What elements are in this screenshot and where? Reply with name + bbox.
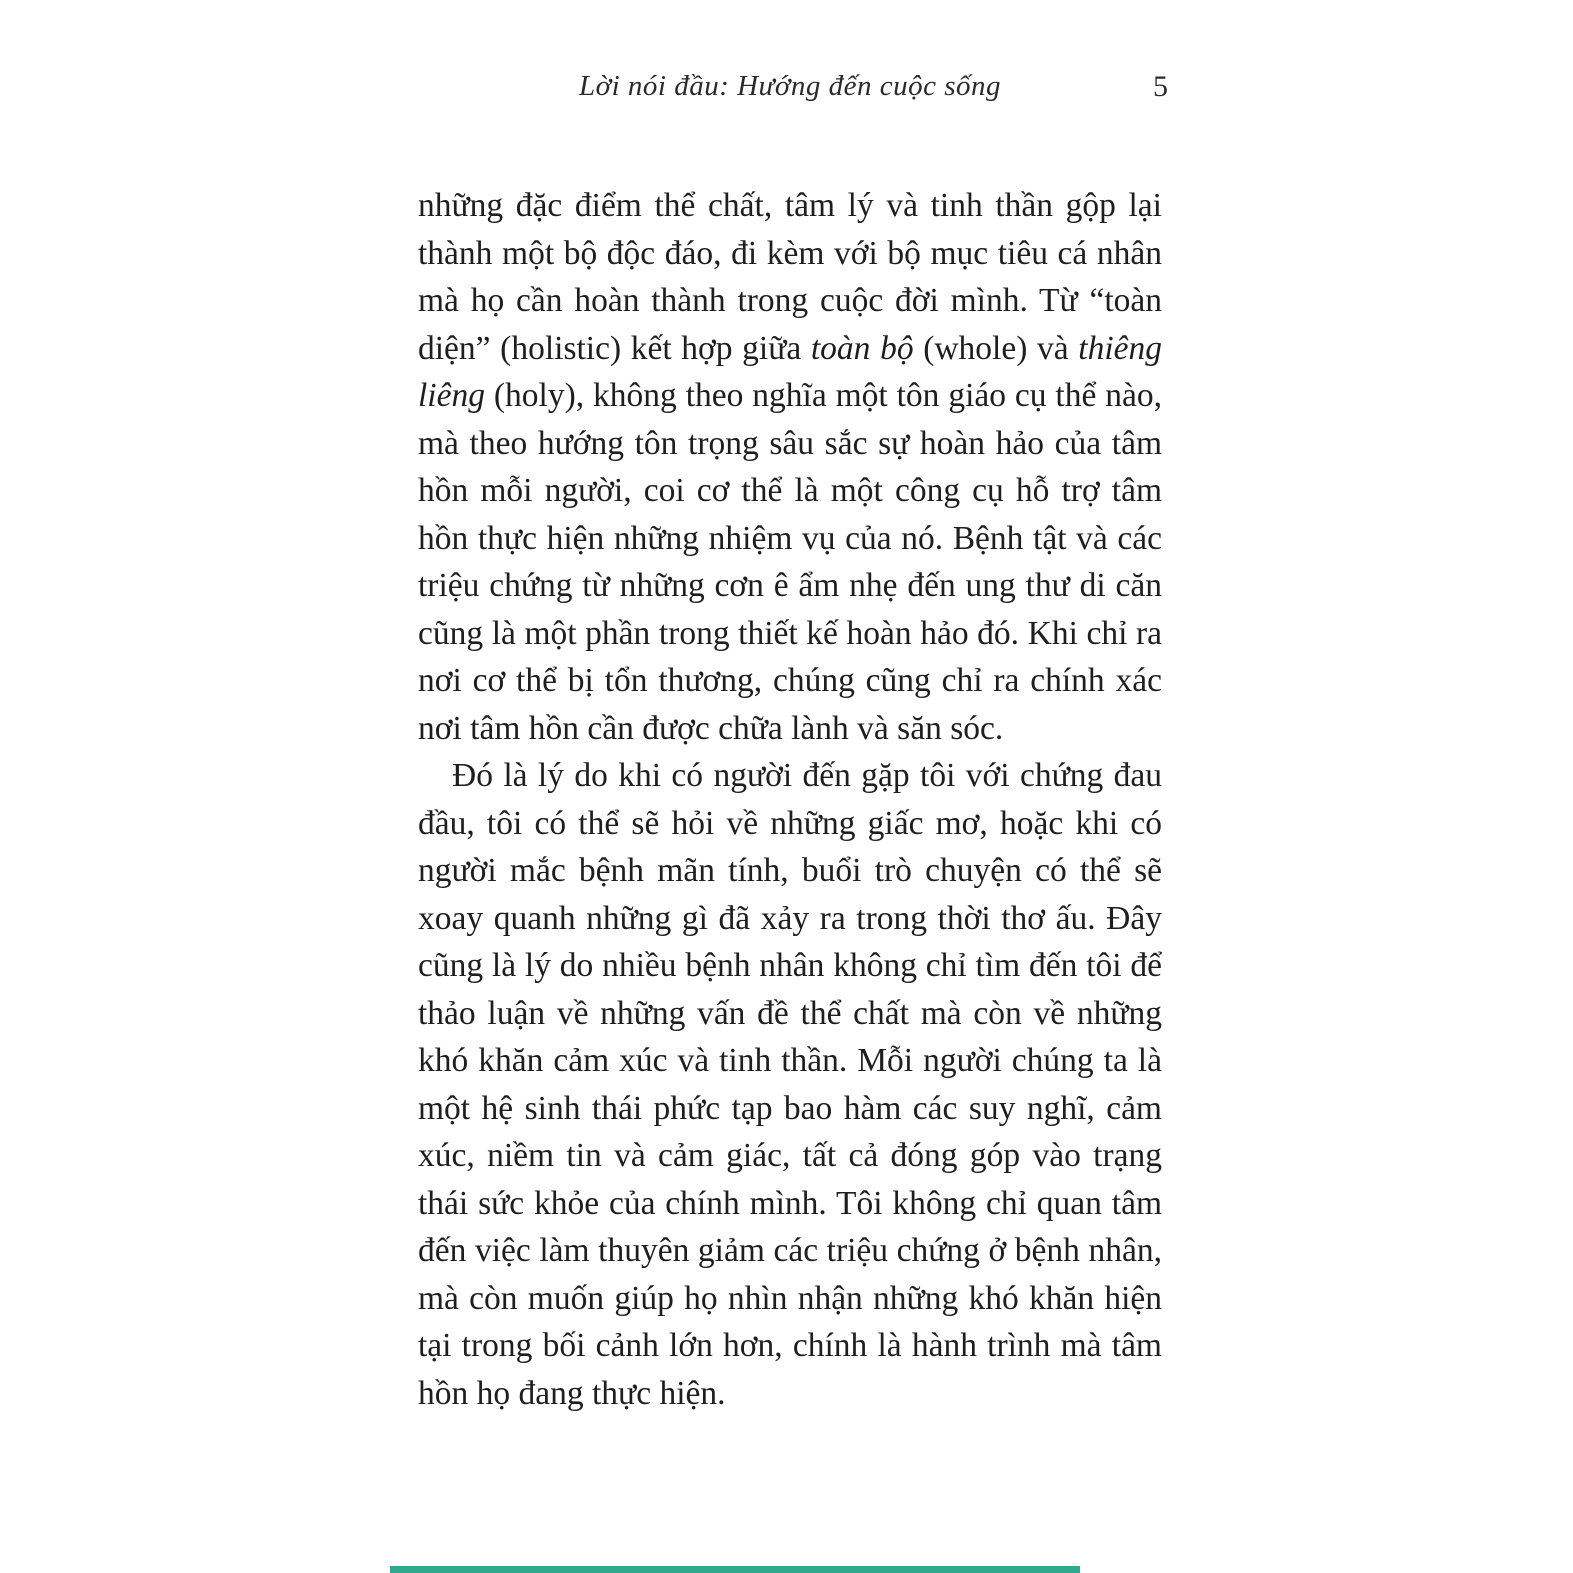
content-column: [418, 70, 1168, 1417]
running-header-title: Lời nói đầu: Hướng đến cuộc sống: [578, 70, 1001, 102]
bottom-edge-strip: [390, 1566, 1080, 1573]
paragraph: Đó là lý do khi có người đến gặp tôi với chứng đau đầu, tôi có thể sẽ hỏi về những giấc mơ, hoặc khi có người mắc bệnh mãn tính, buổi trò chuyện có thể sẽ xoay quanh những gì đã xảy ra trong thời thơ ấu. Đây cũng là lý do nhiều bệnh nhân không chỉ tìm đến tôi để thảo luận về những vấn đề thể chất mà còn về những khó khăn cảm xúc và tinh thần. Mỗi người chúng ta là một hệ sinh thái phức tạp bao hàm các suy nghĩ, cảm xúc, niềm tin và cảm giác, tất cả đóng góp vào trạng thái sức khỏe của chính mình. Tôi không chỉ quan tâm đến việc làm thuyên giảm các triệu chứng ở bệnh nhân, mà còn muốn giúp họ nhìn nhận những khó khăn hiện tại trong bối cảnh lớn hơn, chính là hành trình mà tâm hồn họ đang thực hiện.: [418, 757, 1162, 1412]
running-header: [418, 70, 1168, 114]
paragraph: những đặc điểm thể chất, tâm lý và tinh thần gộp lại thành một bộ độc đáo, đi kèm với bộ mục tiêu cá nhân mà họ cần hoàn thành trong cuộc đời mình. Từ “toàn diện” (holistic) kết hợp giữa toàn bộ (whole) và thiêng liêng (holy), không theo nghĩa một tôn giáo cụ thể nào, mà theo hướng tôn trọng sâu sắc sự hoàn hảo của tâm hồn mỗi người, coi cơ thể là một công cụ hỗ trợ tâm hồn thực hiện những nhiệm vụ của nó. Bệnh tật và các triệu chứng từ những cơn ê ẩm nhẹ đến ung thư di căn cũng là một phần trong thiết kế hoàn hảo đó. Khi chỉ ra nơi cơ thể bị tổn thương, chúng cũng chỉ ra chính xác nơi tâm hồn cần được chữa lành và săn sóc.: [418, 187, 1163, 747]
page-number: 5: [1153, 70, 1168, 103]
body-text: [418, 182, 1162, 1417]
